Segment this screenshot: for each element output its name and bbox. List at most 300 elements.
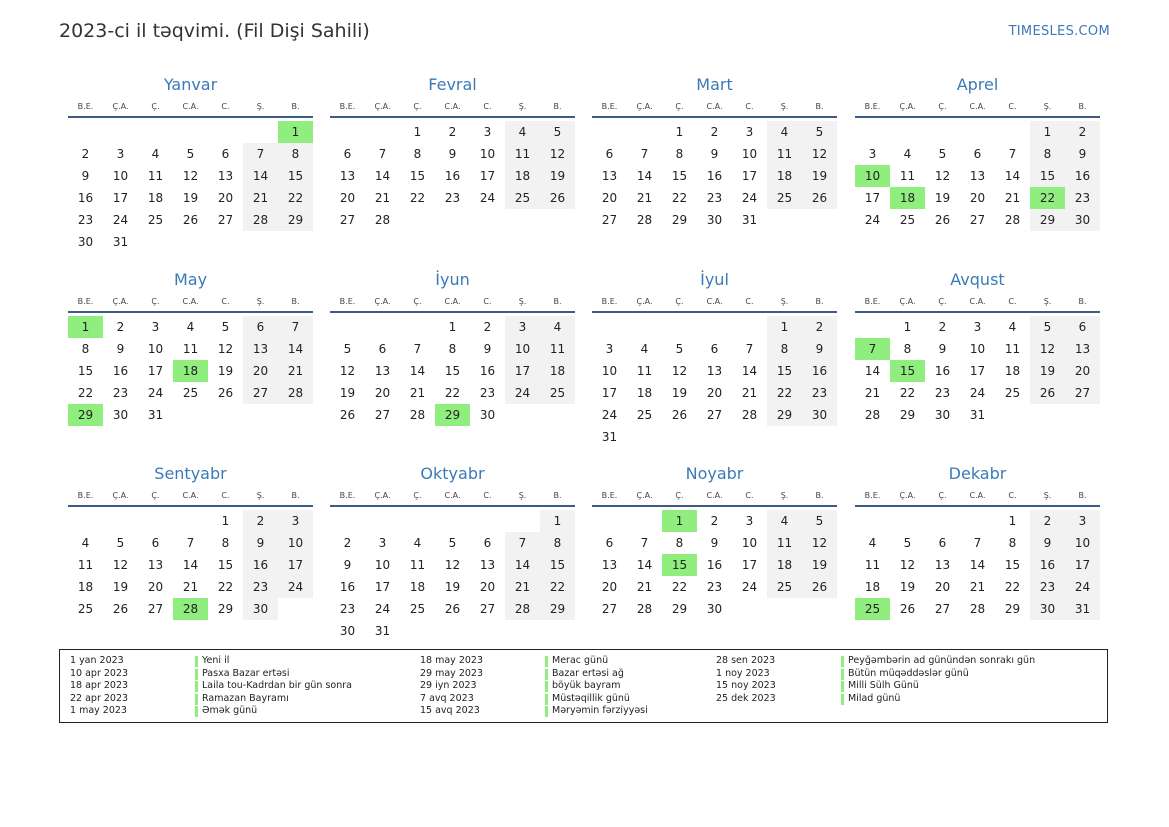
weekday-label: Ş.	[780, 491, 789, 500]
empty-day-cell	[470, 209, 505, 231]
day-cell: 20	[601, 191, 618, 205]
day-cell: 23	[706, 580, 723, 594]
day-cell: 11	[409, 558, 426, 572]
day-cell: 12	[934, 169, 951, 183]
empty-day-cell	[732, 316, 767, 338]
weekday-label: C.	[483, 102, 492, 111]
day-cell: 2	[243, 510, 278, 532]
holiday-date: 15 noy 2023	[716, 680, 776, 692]
empty-day-cell	[697, 426, 732, 448]
day-cell: 26	[540, 187, 575, 209]
day-cell: 23	[706, 191, 723, 205]
day-cell: 21	[741, 386, 758, 400]
day-cell: 19	[934, 191, 951, 205]
weekday-label: B.E.	[77, 297, 94, 306]
day-cell: 19	[802, 165, 837, 187]
day-cell: 14	[409, 364, 426, 378]
holiday-marker	[195, 681, 198, 692]
weekday-label: Ç.	[675, 102, 684, 111]
month-name: İyun	[435, 270, 470, 289]
day-cell: 24	[374, 602, 391, 616]
day-cell: 11	[540, 338, 575, 360]
weekday-label: B.E.	[601, 297, 618, 306]
day-cell: 6	[378, 342, 387, 356]
month-10	[330, 461, 575, 642]
empty-day-cell	[1030, 404, 1065, 426]
holiday-date: 7 avq 2023	[420, 692, 474, 704]
day-cell: 12	[802, 532, 837, 554]
day-cell: 20	[706, 386, 723, 400]
day-cell: 20	[969, 191, 986, 205]
day-cell: 26	[339, 408, 356, 422]
day-cell: 8	[278, 143, 313, 165]
day-cell: 7	[640, 147, 649, 161]
month-9	[68, 461, 313, 620]
weekday-label: Ç.	[938, 297, 947, 306]
day-cell: 26	[802, 576, 837, 598]
empty-day-cell	[68, 121, 103, 143]
day-cell: 31	[112, 235, 129, 249]
empty-day-cell	[960, 121, 995, 143]
weekday-label: Ç.	[151, 491, 160, 500]
weekday-header	[330, 293, 575, 313]
day-cell: 22	[77, 386, 94, 400]
weekday-header	[592, 487, 837, 507]
empty-day-cell	[767, 598, 802, 620]
weekday-label: B.E.	[601, 491, 618, 500]
empty-day-cell	[802, 209, 837, 231]
day-cell: 28	[409, 408, 426, 422]
day-cell: 27	[934, 602, 951, 616]
holiday-marker	[195, 656, 198, 667]
day-cell: 17	[374, 580, 391, 594]
day-cell: 31	[601, 430, 618, 444]
holiday-name: Pasxa Bazar ertəsi	[202, 667, 290, 679]
holiday-day-cell: 1	[278, 121, 313, 143]
empty-day-cell	[627, 316, 662, 338]
day-cell: 30	[243, 598, 278, 620]
weekday-label: C.A.	[706, 491, 723, 500]
day-cell: 21	[1004, 191, 1021, 205]
month-name: Oktyabr	[420, 464, 485, 483]
weekday-label: B.	[1078, 297, 1087, 306]
holiday-date: 10 apr 2023	[70, 667, 129, 679]
weekday-label: C.	[745, 297, 754, 306]
weekday-label: Ç.A.	[112, 297, 129, 306]
holiday-name: böyük bayram	[552, 680, 621, 692]
day-cell: 27	[1065, 382, 1100, 404]
day-cell: 24	[278, 576, 313, 598]
days-grid	[330, 316, 575, 426]
day-cell: 17	[969, 364, 986, 378]
day-cell: 20	[934, 580, 951, 594]
day-cell: 28	[864, 408, 881, 422]
day-cell: 18	[505, 165, 540, 187]
day-cell: 24	[147, 386, 164, 400]
month-name: Noyabr	[685, 464, 744, 483]
day-cell: 13	[969, 169, 986, 183]
weekday-label: Ç.A.	[374, 297, 391, 306]
day-cell: 1	[675, 125, 684, 139]
empty-day-cell	[802, 426, 837, 448]
empty-day-cell	[330, 121, 365, 143]
day-cell: 11	[767, 532, 802, 554]
day-cell: 21	[636, 580, 653, 594]
weekday-label: Ş.	[780, 102, 789, 111]
weekday-label: C.A.	[706, 297, 723, 306]
day-cell: 8	[1008, 536, 1017, 550]
days-grid	[330, 510, 575, 642]
day-cell: 6	[483, 536, 492, 550]
legend-row	[70, 693, 352, 706]
month-name: May	[173, 270, 208, 289]
day-cell: 26	[217, 386, 234, 400]
day-cell: 18	[767, 165, 802, 187]
weekday-label: B.E.	[339, 102, 356, 111]
holiday-name: Laila tou-Kadrdan bir gün sonra	[202, 680, 352, 692]
weekday-label: B.	[815, 297, 824, 306]
day-cell: 28	[636, 602, 653, 616]
day-cell: 4	[151, 147, 160, 161]
day-cell: 20	[479, 580, 496, 594]
legend-row	[70, 655, 352, 668]
empty-day-cell	[505, 209, 540, 231]
weekday-label: B.	[291, 102, 300, 111]
weekday-label: B.E.	[864, 297, 881, 306]
day-cell: 16	[243, 554, 278, 576]
day-cell: 9	[243, 532, 278, 554]
days-grid	[68, 121, 313, 253]
empty-day-cell	[732, 426, 767, 448]
day-cell: 28	[278, 382, 313, 404]
empty-day-cell	[505, 404, 540, 426]
legend-row	[70, 668, 352, 681]
day-cell: 21	[278, 360, 313, 382]
day-cell: 20	[147, 580, 164, 594]
day-cell: 17	[864, 191, 881, 205]
day-cell: 24	[741, 580, 758, 594]
day-cell: 17	[479, 169, 496, 183]
empty-day-cell	[400, 209, 435, 231]
day-cell: 23	[1065, 187, 1100, 209]
empty-day-cell	[330, 510, 365, 532]
weekday-label: B.E.	[339, 491, 356, 500]
weekday-label: Ş.	[256, 102, 265, 111]
day-cell: 22	[767, 382, 802, 404]
empty-day-cell	[173, 121, 208, 143]
day-cell: 19	[112, 580, 129, 594]
weekday-label: Ç.A.	[636, 491, 653, 500]
weekday-label: Ç.	[413, 297, 422, 306]
day-cell: 29	[540, 598, 575, 620]
days-grid	[68, 316, 313, 426]
holiday-day-cell: 15	[662, 554, 697, 576]
day-cell: 13	[339, 169, 356, 183]
empty-day-cell	[278, 231, 313, 253]
day-cell: 15	[278, 165, 313, 187]
legend-row	[420, 693, 648, 706]
holiday-day-cell: 15	[890, 360, 925, 382]
day-cell: 15	[540, 554, 575, 576]
day-cell: 30	[479, 408, 496, 422]
day-cell: 8	[1030, 143, 1065, 165]
weekday-label: B.	[291, 491, 300, 500]
day-cell: 2	[1030, 510, 1065, 532]
day-cell: 5	[540, 121, 575, 143]
day-cell: 29	[671, 213, 688, 227]
weekday-header	[330, 487, 575, 507]
day-cell: 16	[339, 580, 356, 594]
legend-row	[420, 680, 648, 693]
day-cell: 13	[243, 338, 278, 360]
day-cell: 26	[802, 187, 837, 209]
holiday-name: Yeni il	[202, 655, 230, 666]
day-cell: 26	[671, 408, 688, 422]
day-cell: 9	[448, 147, 457, 161]
day-cell: 7	[243, 143, 278, 165]
holiday-date: 18 may 2023	[420, 655, 484, 666]
day-cell: 6	[605, 147, 614, 161]
day-cell: 22	[899, 386, 916, 400]
day-cell: 24	[741, 191, 758, 205]
day-cell: 26	[182, 213, 199, 227]
empty-day-cell	[435, 620, 470, 642]
holiday-date: 25 dek 2023	[716, 692, 776, 704]
day-cell: 13	[601, 169, 618, 183]
holiday-day-cell: 18	[173, 360, 208, 382]
day-cell: 10	[112, 169, 129, 183]
weekday-label: B.	[1078, 102, 1087, 111]
day-cell: 17	[741, 558, 758, 572]
day-cell: 4	[767, 121, 802, 143]
holiday-date: 29 may 2023	[420, 667, 484, 679]
empty-day-cell	[243, 404, 278, 426]
day-cell: 5	[938, 147, 947, 161]
day-cell: 13	[934, 558, 951, 572]
weekday-header	[330, 98, 575, 118]
day-cell: 5	[903, 536, 912, 550]
empty-day-cell	[540, 620, 575, 642]
day-cell: 21	[409, 386, 426, 400]
day-cell: 27	[969, 213, 986, 227]
holiday-day-cell: 7	[855, 338, 890, 360]
day-cell: 17	[741, 169, 758, 183]
holiday-name: Milad günü	[848, 692, 901, 704]
day-cell: 7	[378, 147, 387, 161]
holiday-name: Ramazan Bayramı	[202, 692, 289, 704]
legend-row	[716, 668, 1035, 681]
day-cell: 3	[116, 147, 125, 161]
day-cell: 2	[116, 320, 125, 334]
day-cell: 20	[243, 360, 278, 382]
day-cell: 16	[802, 360, 837, 382]
day-cell: 3	[745, 125, 754, 139]
day-cell: 8	[540, 532, 575, 554]
day-cell: 18	[767, 554, 802, 576]
empty-day-cell	[365, 316, 400, 338]
empty-day-cell	[278, 404, 313, 426]
month-1	[68, 72, 313, 253]
holiday-marker	[841, 669, 844, 680]
day-cell: 4	[186, 320, 195, 334]
legend-row	[70, 680, 352, 693]
day-cell: 29	[1030, 209, 1065, 231]
day-cell: 6	[938, 536, 947, 550]
weekday-label: B.	[553, 297, 562, 306]
day-cell: 10	[505, 338, 540, 360]
empty-day-cell	[767, 209, 802, 231]
day-cell: 10	[374, 558, 391, 572]
day-cell: 21	[636, 191, 653, 205]
day-cell: 19	[802, 554, 837, 576]
day-cell: 4	[640, 342, 649, 356]
day-cell: 12	[217, 342, 234, 356]
empty-day-cell	[505, 510, 540, 532]
day-cell: 2	[448, 125, 457, 139]
weekday-label: B.E.	[77, 491, 94, 500]
month-name: Fevral	[428, 75, 477, 94]
weekday-label: Ç.	[938, 102, 947, 111]
empty-day-cell	[995, 121, 1030, 143]
day-cell: 25	[636, 408, 653, 422]
empty-day-cell	[627, 510, 662, 532]
day-cell: 10	[278, 532, 313, 554]
day-cell: 5	[802, 510, 837, 532]
day-cell: 16	[706, 558, 723, 572]
day-cell: 12	[540, 143, 575, 165]
month-7	[592, 267, 837, 448]
day-cell: 22	[278, 187, 313, 209]
holiday-day-cell: 28	[173, 598, 208, 620]
day-cell: 25	[767, 187, 802, 209]
holiday-date: 18 apr 2023	[70, 680, 129, 692]
day-cell: 21	[243, 187, 278, 209]
empty-day-cell	[173, 404, 208, 426]
day-cell: 27	[479, 602, 496, 616]
month-2	[330, 72, 575, 231]
weekday-label: Ç.	[151, 102, 160, 111]
empty-day-cell	[400, 316, 435, 338]
day-cell: 5	[116, 536, 125, 550]
day-cell: 8	[81, 342, 90, 356]
site-name[interactable]: TIMESLES.COM	[1008, 24, 1110, 39]
day-cell: 6	[973, 147, 982, 161]
legend-column	[420, 655, 648, 718]
empty-day-cell	[470, 620, 505, 642]
day-cell: 30	[1065, 209, 1100, 231]
weekday-label: Ç.A.	[374, 491, 391, 500]
days-grid	[855, 316, 1100, 426]
day-cell: 27	[339, 213, 356, 227]
legend-row	[716, 693, 1035, 706]
day-cell: 11	[182, 342, 199, 356]
day-cell: 20	[601, 580, 618, 594]
day-cell: 10	[1065, 532, 1100, 554]
day-cell: 3	[378, 536, 387, 550]
days-grid	[592, 121, 837, 231]
holiday-marker	[545, 656, 548, 667]
day-cell: 26	[934, 213, 951, 227]
day-cell: 17	[601, 386, 618, 400]
weekday-label: B.	[553, 491, 562, 500]
day-cell: 14	[278, 338, 313, 360]
empty-day-cell	[208, 231, 243, 253]
day-cell: 5	[186, 147, 195, 161]
weekday-label: C.	[1008, 297, 1017, 306]
holiday-marker	[195, 694, 198, 705]
weekday-label: C.	[483, 491, 492, 500]
day-cell: 22	[540, 576, 575, 598]
weekday-header	[592, 98, 837, 118]
day-cell: 22	[671, 191, 688, 205]
weekday-label: Ç.A.	[899, 491, 916, 500]
day-cell: 20	[339, 191, 356, 205]
empty-day-cell	[103, 121, 138, 143]
day-cell: 21	[864, 386, 881, 400]
day-cell: 21	[374, 191, 391, 205]
day-cell: 31	[1065, 598, 1100, 620]
holiday-marker	[545, 694, 548, 705]
weekday-label: Ş.	[256, 297, 265, 306]
day-cell: 8	[448, 342, 457, 356]
day-cell: 11	[636, 364, 653, 378]
day-cell: 5	[448, 536, 457, 550]
month-11	[592, 461, 837, 620]
day-cell: 9	[710, 147, 719, 161]
weekday-label: C.A.	[444, 297, 461, 306]
day-cell: 11	[767, 143, 802, 165]
day-cell: 2	[81, 147, 90, 161]
weekday-label: Ş.	[780, 297, 789, 306]
weekday-label: Ç.	[413, 102, 422, 111]
day-cell: 27	[706, 408, 723, 422]
day-cell: 25	[1004, 386, 1021, 400]
day-cell: 26	[112, 602, 129, 616]
day-cell: 2	[343, 536, 352, 550]
weekday-label: Ç.	[675, 297, 684, 306]
month-name: İyul	[700, 270, 729, 289]
day-cell: 13	[706, 364, 723, 378]
weekday-header	[855, 98, 1100, 118]
holiday-name: Milli Sülh Günü	[848, 680, 919, 692]
day-cell: 7	[745, 342, 754, 356]
day-cell: 24	[864, 213, 881, 227]
day-cell: 1	[221, 514, 230, 528]
day-cell: 20	[374, 386, 391, 400]
day-cell: 8	[903, 342, 912, 356]
weekday-label: C.A.	[706, 102, 723, 111]
day-cell: 23	[77, 213, 94, 227]
weekday-label: Ç.A.	[112, 491, 129, 500]
page-title: 2023-ci il təqvimi. (Fil Dişi Sahili)	[59, 20, 370, 42]
holiday-name: Əmək günü	[202, 705, 258, 717]
empty-day-cell	[802, 598, 837, 620]
day-cell: 19	[182, 191, 199, 205]
day-cell: 24	[1065, 576, 1100, 598]
day-cell: 10	[969, 342, 986, 356]
empty-day-cell	[662, 316, 697, 338]
day-cell: 31	[147, 408, 164, 422]
weekday-label: C.	[1008, 491, 1017, 500]
day-cell: 12	[339, 364, 356, 378]
empty-day-cell	[243, 121, 278, 143]
holiday-marker	[841, 694, 844, 705]
day-cell: 17	[1065, 554, 1100, 576]
holiday-date: 28 sen 2023	[716, 655, 776, 666]
day-cell: 13	[217, 169, 234, 183]
empty-day-cell	[662, 426, 697, 448]
day-cell: 21	[969, 580, 986, 594]
